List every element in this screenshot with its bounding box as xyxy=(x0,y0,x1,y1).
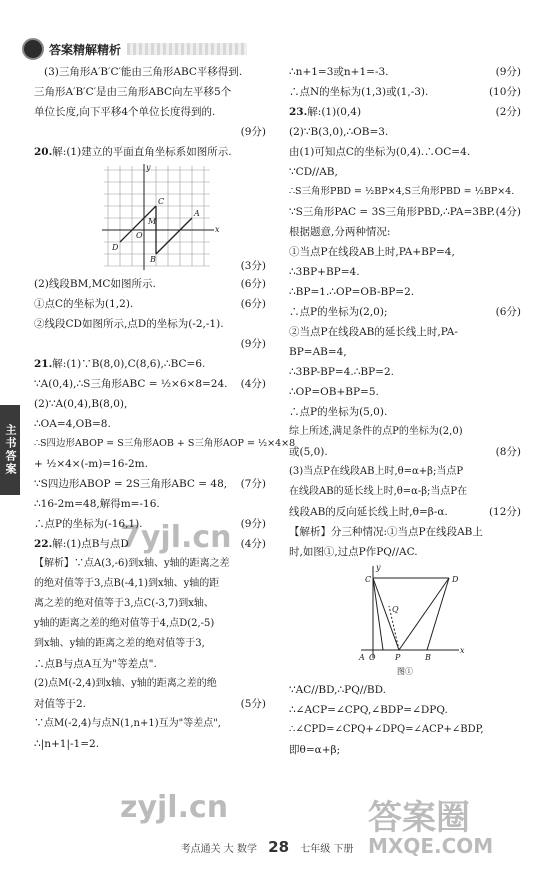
text-line: ∴3BP-BP=4.∴BP=2. xyxy=(289,366,394,378)
svg-text:B: B xyxy=(150,255,156,264)
text-line: y轴的距离之差的绝对值等于4,点D(2,-5) xyxy=(34,618,215,629)
svg-text:D: D xyxy=(112,243,119,252)
text-line: 解:(1)建立的平面直角坐标系如图所示. xyxy=(52,146,232,158)
question-number: 21. xyxy=(34,358,53,370)
geometry-figure xyxy=(289,562,521,680)
text-line: ①当点P在线段AB上时,PA+BP=4, xyxy=(289,246,455,258)
text-line: 根据题意,分两种情况: xyxy=(289,226,391,238)
text-line: 到x轴、y轴的距离之差的绝对值等于3, xyxy=(34,638,205,649)
svg-text:Q: Q xyxy=(392,605,399,614)
svg-text:C: C xyxy=(365,575,372,584)
text-line: (3)当点P在线段AB上时,θ=α+β;当点P xyxy=(289,466,464,477)
text-line: 解:(1)(0,4) xyxy=(307,106,362,118)
text-line: ∴S三角形PBD = ½BP×4,S三角形PBD = ½BP×4. xyxy=(289,186,515,197)
text-line: 【解析】分三种情况:①当点P在线段AB上 xyxy=(289,526,483,538)
question-number: 22. xyxy=(34,538,53,550)
text-line: 三角形A′B′C′是由三角形ABC向左平移5个 xyxy=(34,86,232,98)
text-line: ∴OA=4,OB=8. xyxy=(34,418,111,430)
text-line: 【解析】∵点A(3,-6)到x轴、y轴的距离之差 xyxy=(34,558,230,569)
score-mark: (3分) xyxy=(240,260,266,272)
score-mark: (6分) xyxy=(240,298,266,310)
side-tab: 主书答案 xyxy=(0,405,20,495)
score-mark: (9分) xyxy=(240,518,266,530)
text-line: ∴BP=1.∴OP=OB-BP=2. xyxy=(289,286,415,298)
score-mark: (4分) xyxy=(495,206,521,218)
score-mark: (4分) xyxy=(240,378,266,390)
left-column xyxy=(34,62,296,754)
score-mark: (9分) xyxy=(240,338,266,350)
svg-text:M: M xyxy=(148,217,157,226)
svg-text:y: y xyxy=(376,563,381,572)
text-line: ∴|n+1|-1=2. xyxy=(34,738,100,750)
svg-text:y: y xyxy=(146,163,151,172)
text-line: ∵点M(-2,4)与点N(1,n+1)互为"等差点", xyxy=(34,718,221,729)
score-mark: (12分) xyxy=(488,506,521,518)
svg-text:x: x xyxy=(460,646,465,655)
text-line: ①点C的坐标为(1,2). xyxy=(34,298,134,310)
text-line: (2)点M(-2,4)到x轴、y轴的距离之差的绝 xyxy=(34,678,217,689)
figure-q20 xyxy=(34,162,266,274)
text-line: ∴n+1=3或n+1=-3. xyxy=(289,66,389,78)
text-line: ∵CD//AB, xyxy=(289,166,338,178)
score-mark: (10分) xyxy=(488,86,521,98)
text-line: ∴点P的坐标为(5,0). xyxy=(289,406,388,418)
svg-text:x: x xyxy=(215,225,220,234)
grid-figure xyxy=(34,162,266,274)
text-line: + ½×4×(-m)=16-2m. xyxy=(34,458,148,470)
watermark: 7yjl.cn xyxy=(120,520,232,555)
score-mark: (6分) xyxy=(495,306,521,318)
footer-term: 下册 xyxy=(333,844,354,855)
watermark: zyjl.cn xyxy=(120,790,229,825)
text-line: 在线段AB的延长线上时,θ=α-β;当点P在 xyxy=(289,486,468,497)
text-line: ∴OP=OB+BP=5. xyxy=(289,386,379,398)
page-footer xyxy=(0,838,534,856)
text-line: (3)三角形A′B′C′能由三角形ABC平移得到. xyxy=(44,66,243,78)
text-line: 离之差的绝对值等于3,点C(-3,7)到x轴、 xyxy=(34,598,214,609)
text-line: ∵S三角形PAC = 3S三角形PBD,∴PA=3BP. xyxy=(289,206,495,218)
text-line: 或(5,0). xyxy=(289,446,328,458)
point-labels xyxy=(111,163,220,264)
text-line: 线段AB的反向延长线上时,θ=β-α. xyxy=(289,506,448,518)
text-line: 对值等于2. xyxy=(34,698,87,710)
text-line: 综上所述,满足条件的点P的坐标为(2,0) xyxy=(289,426,463,437)
right-column xyxy=(289,62,521,760)
text-line: 单位长度,向下平移4个单位长度得到的. xyxy=(34,106,216,118)
score-mark: (9分) xyxy=(240,126,266,138)
text-line: (2)∵B(3,0),∴OB=3. xyxy=(289,126,389,138)
watermark: MXQE.COM xyxy=(368,834,494,858)
question-number: 20. xyxy=(34,146,53,158)
text-line: ∴点P的坐标为(2,0); xyxy=(289,306,388,318)
text-line: BP=AB=4, xyxy=(289,346,347,358)
text-line: ∵AC//BD,∴PQ//BD. xyxy=(289,684,386,696)
text-line: ∴∠ACP=∠CPQ,∠BDP=∠DPQ. xyxy=(289,704,448,716)
header-title: 答案精解精析 xyxy=(49,42,122,57)
figure-lines xyxy=(361,566,459,658)
text-line: ②当点P在线段AB的延长线上时,PA- xyxy=(289,326,458,338)
text-line: 的绝对值等于3,点B(-4,1)到x轴、y轴的距 xyxy=(34,578,220,589)
svg-text:D: D xyxy=(452,575,459,584)
svg-text:A: A xyxy=(194,209,200,218)
score-mark: (5分) xyxy=(240,698,266,710)
footer-subject: 数学 xyxy=(236,844,257,855)
text-line: 由(1)可知点C的坐标为(0,4).∴OC=4. xyxy=(289,146,471,158)
text-line: 解:(1)点B与点D xyxy=(52,538,129,550)
text-line: 解:(1)∵B(8,0),C(8,6),∴BC=6. xyxy=(52,358,206,370)
text-line: ②线段CD如图所示,点D的坐标为(-2,-1). xyxy=(34,318,224,330)
svg-text:P: P xyxy=(395,653,401,662)
svg-text:O: O xyxy=(136,231,143,240)
text-line: ∴∠CPD=∠CPQ+∠DPQ=∠ACP+∠BDP, xyxy=(289,724,484,735)
text-line: ∴16-2m=48,解得m=-16. xyxy=(34,498,160,510)
score-mark: (8分) xyxy=(495,446,521,458)
text-line: 即θ=α+β; xyxy=(289,744,341,756)
text-line: 时,如图①,过点P作PQ//AC. xyxy=(289,546,418,558)
text-line: ∴点N的坐标为(1,3)或(1,-3). xyxy=(289,86,429,98)
question-number: 23. xyxy=(289,106,308,118)
score-mark: (7分) xyxy=(240,478,266,490)
svg-text:A: A xyxy=(359,653,365,662)
text-line: ∴S四边形ABOP = S三角形AOB + S三角形AOP = ½×4×8 xyxy=(34,438,296,449)
figure-caption: 图① xyxy=(397,667,413,676)
page-header xyxy=(22,38,247,60)
svg-text:O: O xyxy=(369,653,376,662)
header-decoration xyxy=(127,43,247,55)
text-line: ∴点P的坐标为(-16,1). xyxy=(34,518,143,530)
score-mark: (2分) xyxy=(495,106,521,118)
page-number: 28 xyxy=(268,838,290,856)
seal-logo-icon xyxy=(22,38,44,60)
score-mark: (6分) xyxy=(240,278,266,290)
text-line: ∴3BP+BP=4. xyxy=(289,266,360,278)
score-mark: (9分) xyxy=(495,66,521,78)
score-mark: (4分) xyxy=(240,538,266,550)
text-line: (2)∵A(0,4),B(8,0), xyxy=(34,398,128,410)
text-line: ∵A(0,4),∴S三角形ABC = ½×6×8=24. xyxy=(34,378,228,390)
footer-grade: 七年级 xyxy=(300,844,331,855)
svg-text:C: C xyxy=(158,197,165,206)
footer-series: 考点通关 大 xyxy=(180,844,234,855)
figure-1 xyxy=(289,562,521,680)
watermark: 答案圈 xyxy=(368,798,470,838)
text-line: ∴点B与点A互为"等差点". xyxy=(34,658,157,670)
text-line: (2)线段BM,MC如图所示. xyxy=(34,278,156,290)
text-line: ∵S四边形ABOP = 2S三角形ABC = 48, xyxy=(34,478,228,490)
svg-text:B: B xyxy=(425,653,431,662)
